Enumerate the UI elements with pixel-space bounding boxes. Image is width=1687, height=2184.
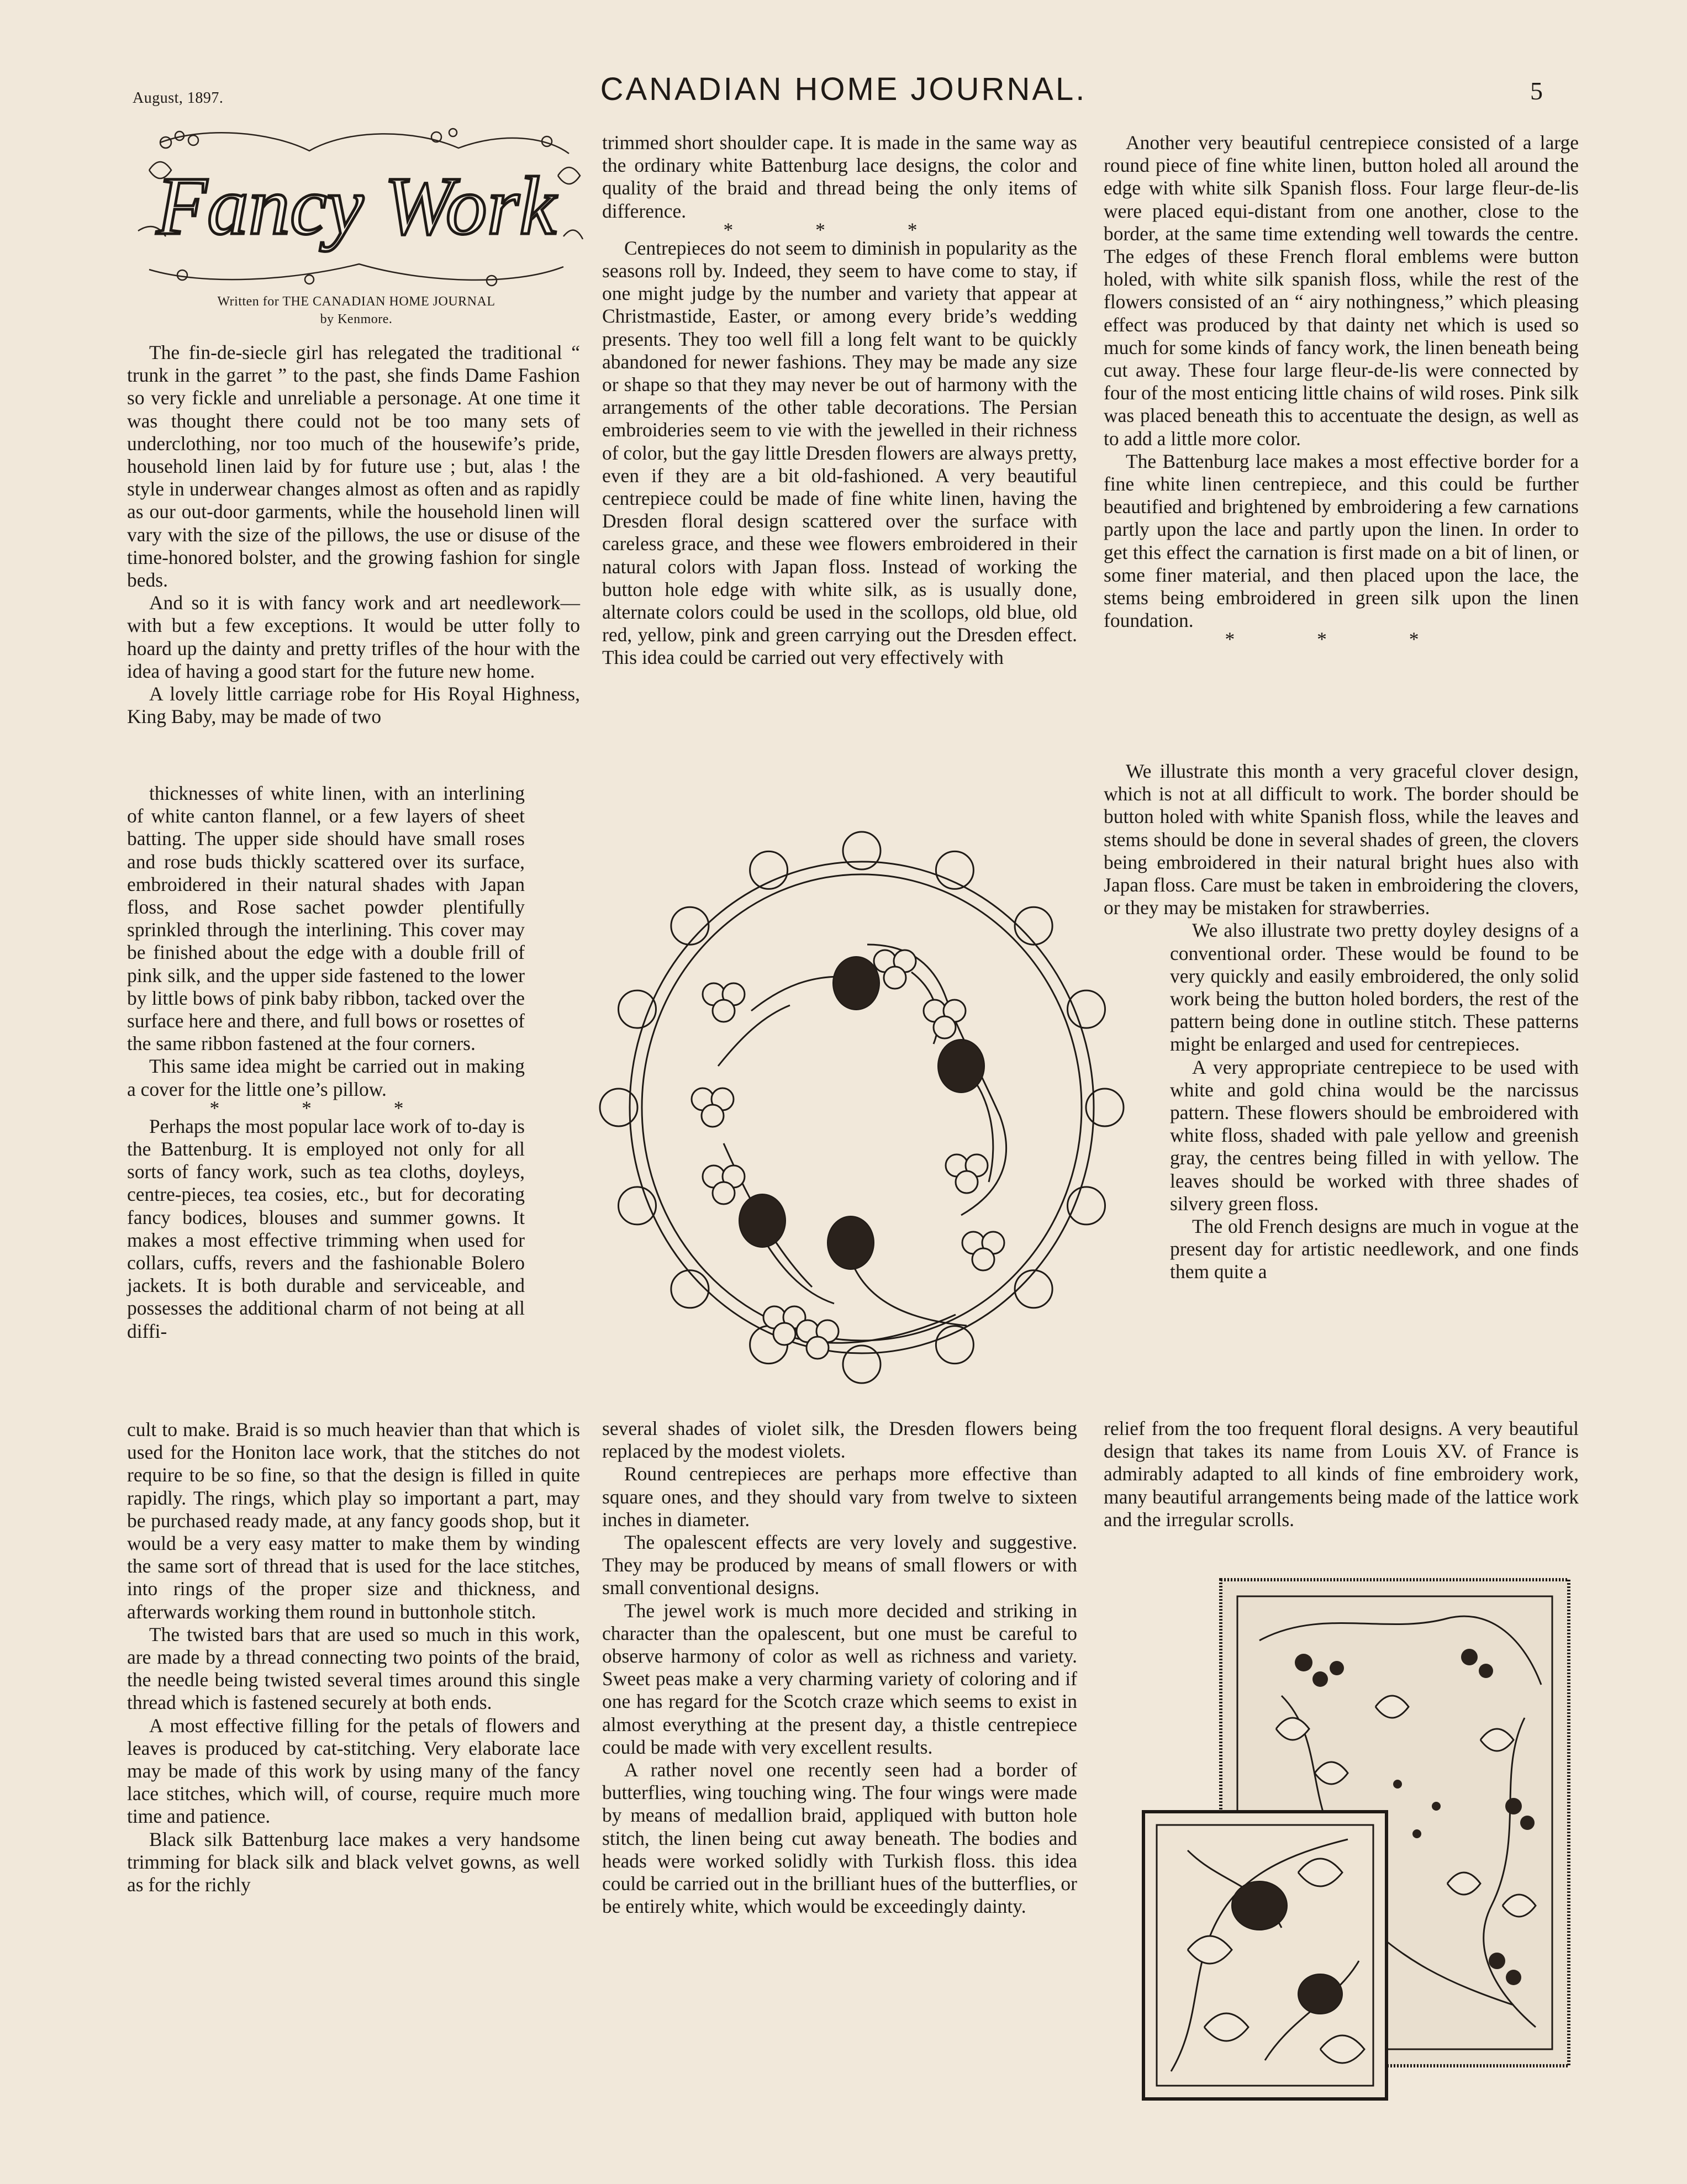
paragraph: trimmed short shoulder cape. It is made in the same way as the ordinary white Battenburg lace designs, the color and quality of the braid and thread being the only items of difference. [602,131,1077,222]
paragraph: We also illustrate two pretty doyley designs of a conventional order. These would be found to be very quickly and easily embroidered, the only solid work being the button holed borders, the rest of the pattern being done in outline stitch. These patterns might be enlarged and used for centrepieces. [1170,919,1579,1056]
column-2-top [602,131,1077,669]
column-3-bottom [1104,1417,1579,1531]
paragraph: The jewel work is much more decided and striking in character than the opalescent, but one must be careful to observe harmony of color as well as richness and variety. Sweet peas make a very charming variety of coloring and if one has regard for the Scotch craze which seems to exist in almost everything at the present day, a thistle centrepiece could be made with very excellent results. [602,1599,1077,1758]
paragraph: cult to make. Braid is so much heavier than that which is used for the Honiton lace work, that the stitches do not require to be so fine, so that the design is filled in quite rapidly. The rings, which play so important a part, may be purchased ready made, at any fancy goods shop, but it would be a very easy matter to make them by winding the same sort of thread that is used for the lace stitches, into rings of the proper size and thickness, and afterwards working them round in buttonhole stitch. [127,1418,580,1623]
border-scallop [600,1089,637,1126]
paragraph: Another very beautiful centrepiece consisted of a large round piece of fine white linen, button holed all around the edge with white silk Spanish floss. Four large fleur-de-lis were placed equi-distant from one another, close to the border, at the same time extending well towards the centre. The edges of these French floral emblems were button holed, with white silk spanish floss, while the rest of the flowers consisted of an “ airy nothingness,” which pleasing effect was produced by that dainty net which is used so much for some kinds of fancy work, the linen beneath being cut away. These four large fleur-de-lis were connected by four of the most enticing little chains of wild roses. Pink silk was placed beneath this to accentuate the design, as well as to add a little more color. [1104,131,1579,450]
fancy-work-masthead [127,120,586,297]
paragraph: several shades of violet silk, the Dresden flowers being replaced by the modest violets. [602,1417,1077,1463]
border-scallop [1068,1187,1105,1225]
border-scallop [619,1187,656,1225]
border-scallop [1015,907,1052,945]
section-separator: * * * [209,1096,442,1119]
paragraph: Round centrepieces are perhaps more effective than square ones, and they should vary from twelve to sixteen inches in diameter. [602,1463,1077,1531]
border-scallop [843,832,881,869]
border-scallop [936,851,973,889]
doyley-pattern-icon [1138,1574,1580,2104]
journal-title: CANADIAN HOME JOURNAL. [600,71,1087,107]
paragraph: A very appropriate centrepiece to be used with white and gold china would be the narcissus pattern. These flowers should be embroidered with white floss, shaded with pale yellow and greenish gray, the centres being filled in with yellow. The leaves should be worked with three shades of silvery green floss. [1170,1056,1579,1215]
column-2-bottom [602,1417,1077,1918]
border-scallop [750,851,788,889]
page-number: 5 [1530,77,1543,105]
column-3-middle [1104,760,1579,1284]
paragraph: And so it is with fancy work and art needlework—with but a few exceptions. It would be utter folly to hoard up the dainty and pretty trifles of the hour with the idea of having a good start for the future new home. [127,592,580,682]
paragraph: A most effective filling for the petals of flowers and leaves is produced by cat-stitching. Very elaborate lace may be made of this work by using many of the fancy lace stitches, which will, of course, require much more time and patience. [127,1714,580,1828]
column-1-bottom [127,1418,580,1896]
paragraph: The Battenburg lace makes a most effective border for a fine white linen centrepiece, and this could be further beautified and brightened by embroidering a few carnations partly upon the lace and partly upon the linen. In order to get this effect the carnation is first made on a bit of linen, or some finer material, and then placed upon the lace, the stems being embroidered in green silk upon the linen foundation. [1104,450,1579,632]
paragraph: We illustrate this month a very graceful clover design, which is not at all difficult to work. The border should be button holed with white Spanish floss, while the leaves and stems should be done in several shades of green, the clovers being embroidered in their natural bright hues also with Japan floss. Care must be taken in embroidering the clovers, or they may be mistaken for strawberries. [1104,760,1579,919]
paragraph: Black silk Battenburg lace makes a very handsome trimming for black silk and black velvet gowns, as well as for the richly [127,1828,580,1896]
byline-block [127,293,586,328]
paragraph: relief from the too frequent floral designs. A very beautiful design that takes its name from Louis XV. of France is admirably adapted to all kinds of fine embroidery work, many beautiful arrangements being made of the lattice work and the irregular scrolls. [1104,1417,1579,1531]
border-scallop [1015,1270,1052,1308]
issue-date: August, 1897. [133,89,224,107]
section-separator: * * * [1225,628,1458,651]
border-scallop [671,907,709,945]
paragraph: The opalescent effects are very lovely and suggestive. They may be produced by means of small flowers or with small conventional designs. [602,1531,1077,1599]
border-scallop [1086,1089,1124,1126]
paragraph: Perhaps the most popular lace work of to-day is the Battenburg. It is employed not only for all sorts of fancy work, such as tea cloths, doyleys, centre-pieces, tea cosies, etc., but for decorating fancy bodices, blouses and summer gowns. It makes a most effective trimming when used for collars, cuffs, revers and the fashionable Bolero jackets. It is both durable and serviceable, and possesses the additional charm of not being at all diffi- [127,1115,525,1342]
byline-author: by Kenmore. [320,312,393,326]
paragraph: This same idea might be carried out in making a cover for the little one’s pillow. [127,1055,525,1100]
paragraph: The twisted bars that are used so much in this work, are made by a thread connecting two points of the braid, the needle being twisted several times around this single thread which is fastened securely at both ends. [127,1623,580,1714]
doyley-designs-illustration [1138,1574,1580,2104]
masthead-title-text: Fancy Work [156,160,556,252]
paragraph: A lovely little carriage robe for His Royal Highness, King Baby, may be made of two [127,683,580,728]
border-scallop [619,990,656,1028]
border-scallop [936,1326,973,1364]
paragraph: thicknesses of white linen, with an interlining of white canton flannel, or a few layers of sheet batting. The upper side should have small roses and rose buds thickly scattered over its surface, embroidered in their natural shades with Japan floss, and Rose sachet powder plentifully sprinkled through the interlining. This cover may be finished about the edge with a double frill of pink silk, and the upper side fastened to the lower by little bows of pink baby ribbon, tacked over the surface here and there, and full bows or rosettes of the same ribbon fastened at the four corners. [127,782,525,1055]
paragraph: The fin-de-siecle girl has relegated the traditional “ trunk in the garret ” to the past, she finds Dame Fashion so very fickle and unreliable a personage. At one time it was thought there could not be too many sets of underclothing, nor too much of the housewife’s pride, household linen laid by for future use ; but, alas ! the style in underwear changes almost as often and as rapidly as our out-door garments, while the household linen will vary with the size of the pillows, the use or disuse of the time-honored bolster, and the growing fashion for single beds. [127,341,580,592]
paragraph: A rather novel one recently seen had a border of butterflies, wing touching wing. The four wings were made by means of medallion braid, appliqued with button hole stitch, the linen being cut away beneath. The bodies and heads were worked solidly with Turkish floss. this idea could be carried out in the brilliant hues of the butterflies, or be entirely white, which would be exceedingly dainty. [602,1759,1077,1918]
border-scallop [843,1346,881,1383]
column-1-middle [127,782,525,1343]
column-1-top [127,341,580,728]
border-scallop [1068,990,1105,1028]
paragraph: The old French designs are much in vogue at the present day for artistic needlework, and one finds them quite a [1170,1215,1579,1283]
clover-centrepiece-illustration [580,806,1143,1403]
column-3-top [1104,131,1579,651]
clover-design-icon [580,806,1143,1403]
border-scallop [671,1270,709,1308]
section-separator: * * * [723,218,956,241]
byline-publication: Written for THE CANADIAN HOME JOURNAL [217,294,495,309]
paragraph: Centrepieces do not seem to diminish in popularity as the seasons roll by. Indeed, they seem to have come to stay, if one might judge by the number and variety that appear at Christmastide, Easter, or among every bride’s wedding presents. They too well fill a long felt want to be quickly abandoned for newer fashions. They may be made any size or shape so that they may never be out of harmony with the arrangements of the other table decorations. The Persian embroideries seem to vie with the jewelled in their richness of color, but the gay little Dresden flowers are always pretty, even if they are a bit old-fashioned. A very beautiful centrepiece could be made of fine white linen, having the Dresden floral design scattered over the surface with careless grace, and these wee flowers embroidered in their natural colors with Japan floss. Instead of working the button hole edge with white silk, as is usually done, alternate colors could be used in the scollops, old blue, old red, yellow, pink and green carrying out the Dresden effect. This idea could be carried out very effectively with [602,236,1077,669]
ornamental-title-icon [127,120,586,297]
